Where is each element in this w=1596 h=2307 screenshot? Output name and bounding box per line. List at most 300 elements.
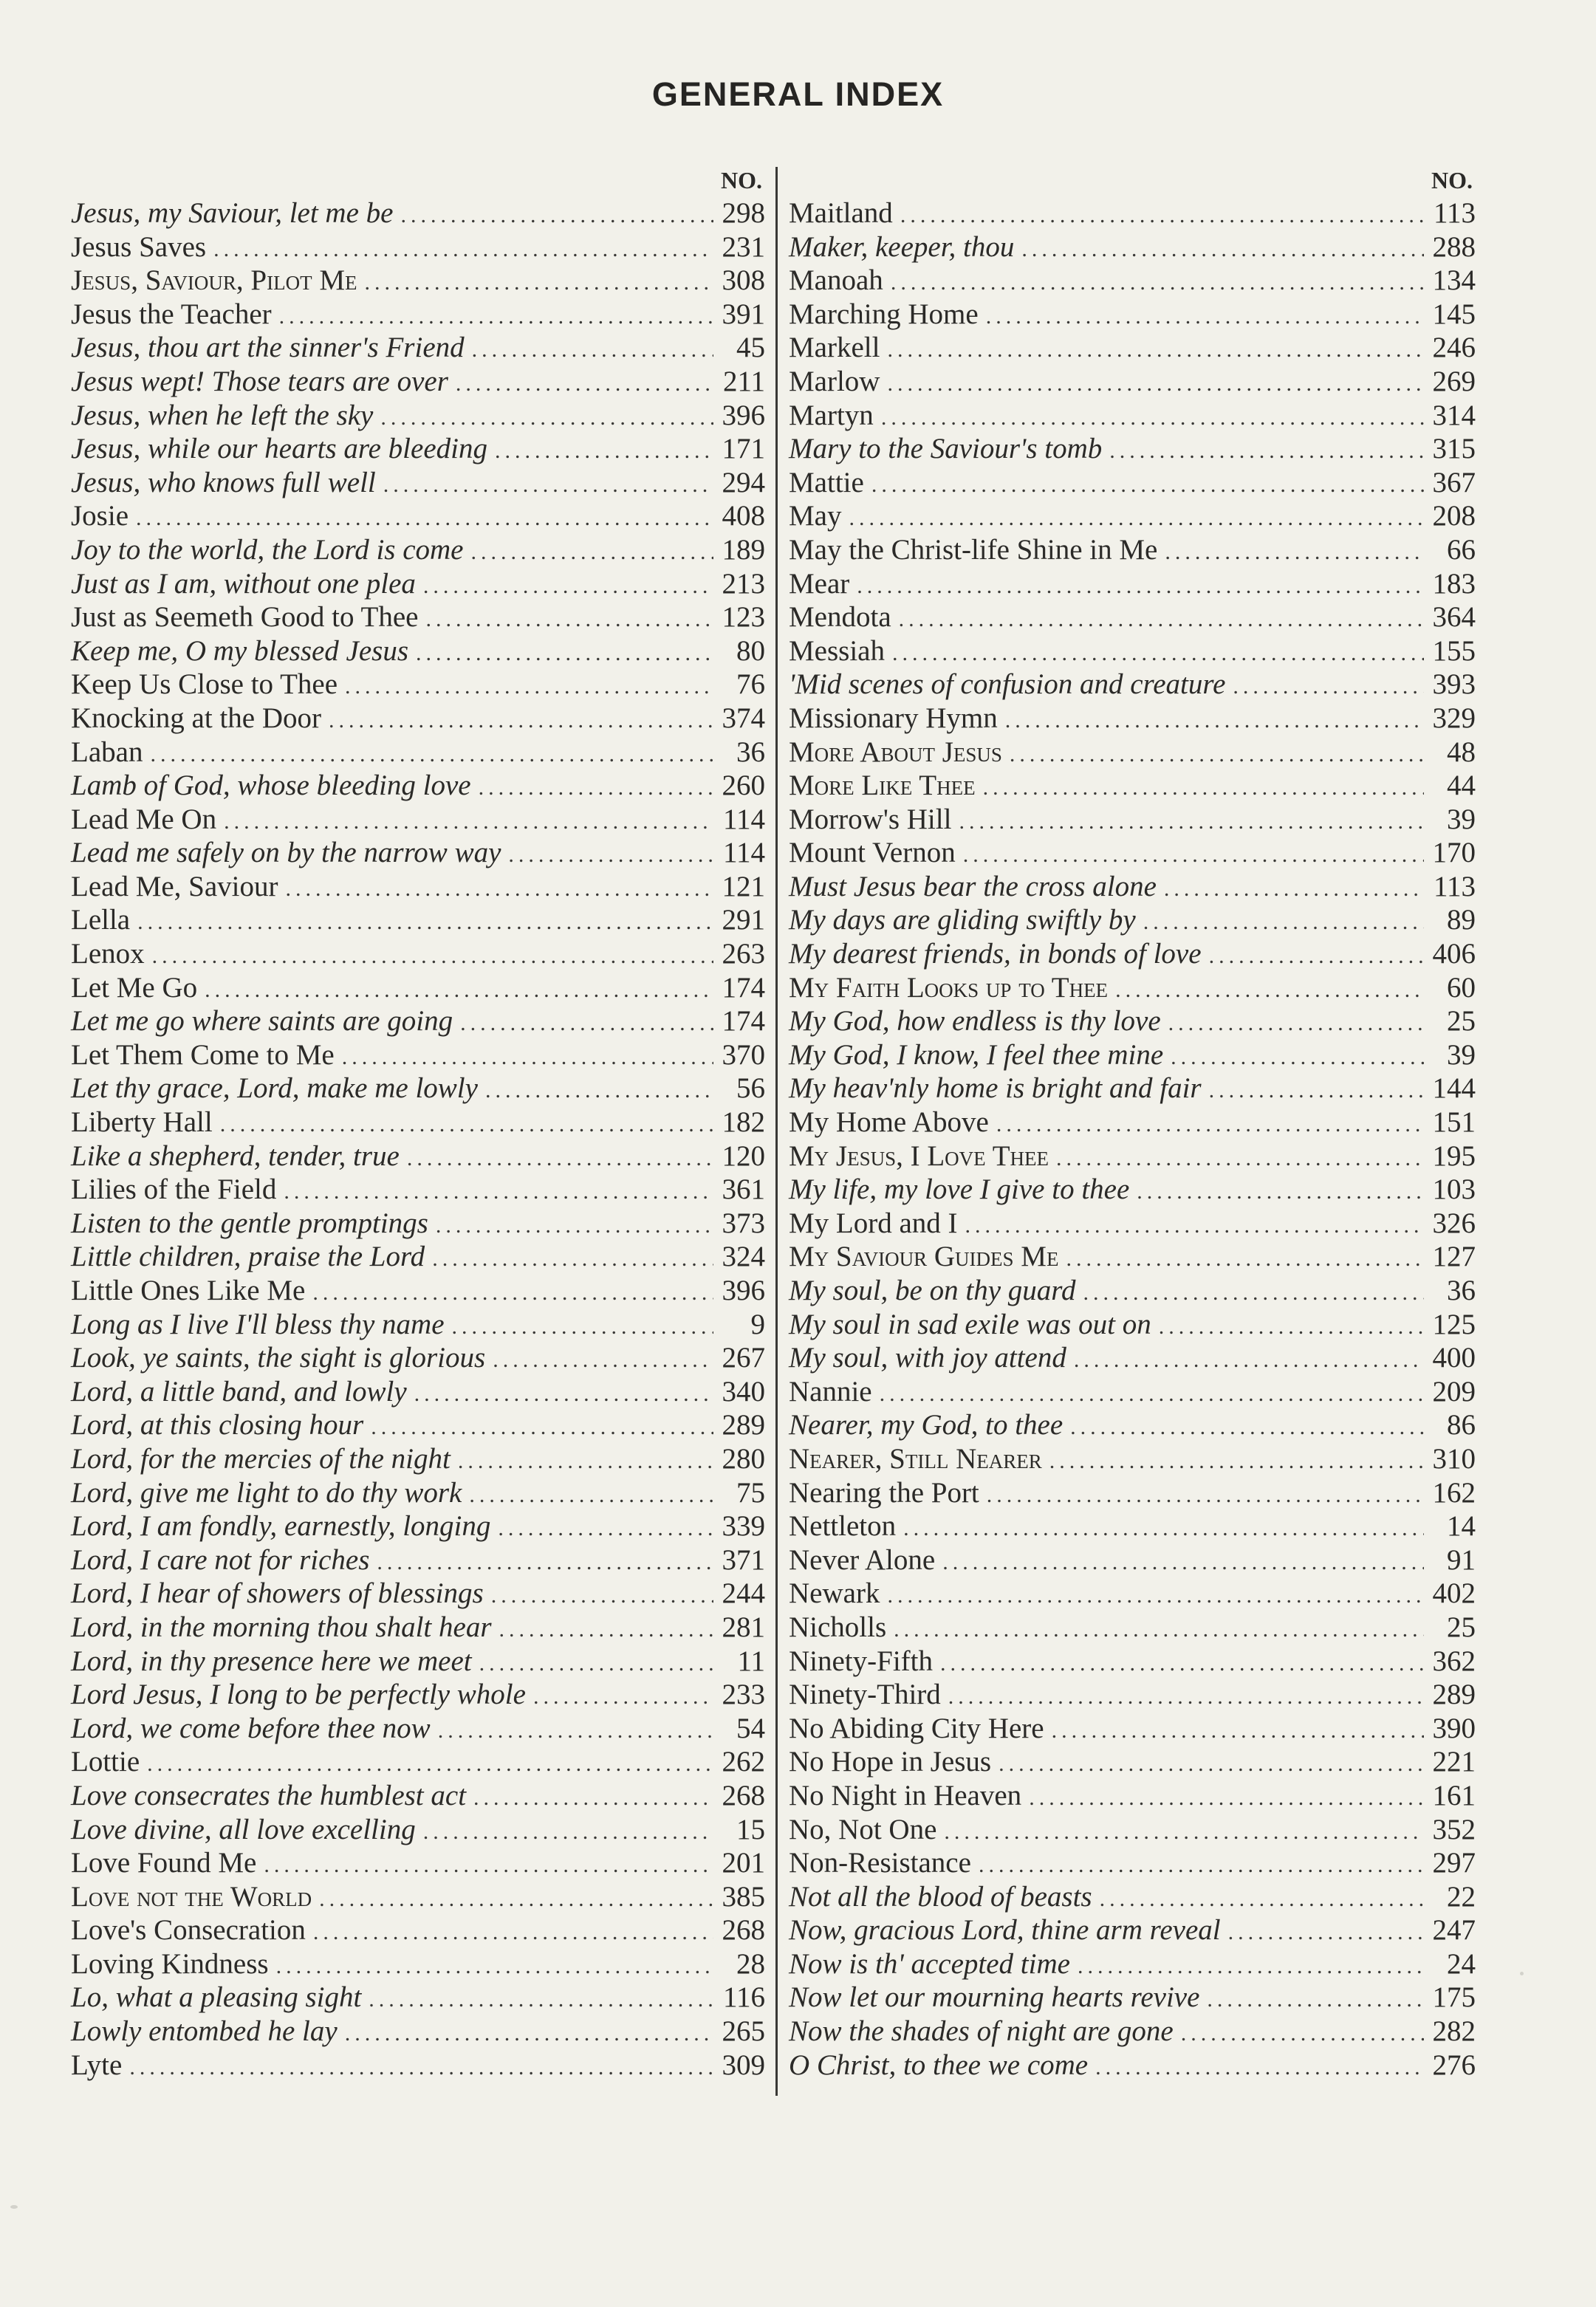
index-entry [71,702,765,736]
dot-leader [416,637,713,671]
hymn-number: 89 [1447,904,1476,936]
dot-leader [452,1310,713,1344]
entry-title: Jesus, who knows full well [71,466,376,498]
index-entry [71,230,765,264]
index-entry [71,1341,765,1375]
hymn-number: 329 [1432,702,1476,734]
entry-title: Let thy grace, Lord, make me lowly [71,1072,478,1105]
index-entry [71,903,765,937]
index-entry [71,1072,765,1105]
index-entry [71,769,765,803]
paper-speck [1520,1972,1524,1975]
hymn-number: 48 [1447,736,1476,768]
entry-title: Never Alone [789,1543,936,1576]
hymn-number: 11 [737,1645,765,1677]
entry-title: Martyn [789,399,874,431]
dot-leader [892,637,1424,671]
index-entry [789,1341,1476,1375]
entry-title: Maitland [789,197,893,229]
entry-title: Ninety-Third [789,1679,941,1711]
dot-leader [345,2017,713,2051]
dot-leader [423,1815,713,1849]
hymn-number: 276 [1432,2049,1476,2081]
entry-title: Lord, at this closing hour [71,1409,364,1442]
dot-leader [999,1747,1424,1781]
entry-title: Nannie [789,1375,872,1408]
hymn-number: 289 [1432,1679,1476,1711]
dot-leader [129,2051,713,2085]
entry-title: O Christ, to thee we come [789,2049,1089,2081]
index-column-left [71,167,765,2082]
hymn-number: 171 [722,433,765,465]
dot-leader [456,367,713,401]
dot-leader [383,468,713,502]
index-entry [789,533,1476,567]
entry-title: Nearer, Still Nearer [789,1442,1042,1475]
hymn-number: 385 [722,1880,765,1913]
dot-leader [438,1714,713,1748]
entry-title: My life, my love I give to thee [789,1173,1130,1206]
index-entry [789,230,1476,264]
column-header-number: NO. [1431,167,1473,193]
dot-leader [857,569,1424,603]
index-list-left [71,196,765,2082]
dot-leader [1137,1175,1424,1209]
dot-leader [1010,738,1424,772]
entry-title: Now is th' accepted time [789,1947,1070,1980]
hymn-number: 263 [722,938,765,970]
index-entry [71,2049,765,2083]
entry-title: No Night in Heaven [789,1779,1022,1811]
entry-title: More About Jesus [789,736,1002,768]
index-entry [71,1981,765,2015]
entry-title: Mattie [789,466,864,498]
dot-leader [1005,704,1424,738]
entry-title: Lord, in the morning thou shalt hear [71,1611,492,1643]
entry-title: Lord, a little band, and lowly [71,1375,407,1408]
index-entry [789,836,1476,870]
hymn-number: 209 [1432,1375,1476,1408]
index-entry [71,432,765,466]
dot-leader [1070,1410,1424,1444]
index-entry [71,1038,765,1072]
hymn-number: 161 [1432,1779,1476,1811]
index-entry [71,1207,765,1241]
entry-title: Ninety-Fifth [789,1645,933,1677]
hymn-number: 402 [1432,1577,1476,1610]
dot-leader [485,1074,713,1108]
hymn-number: 281 [722,1611,765,1643]
index-entry [789,298,1476,332]
entry-title: Let me go where saints are going [71,1005,453,1038]
hymn-number: 54 [736,1712,765,1744]
dot-leader [1056,1142,1424,1176]
entry-title: Lord, I am fondly, earnestly, longing [71,1510,491,1543]
hymn-number: 260 [722,769,765,802]
index-entry [789,1173,1476,1207]
hymn-number: 291 [722,904,765,936]
hymn-number: 76 [736,668,765,701]
hymn-number: 86 [1447,1409,1476,1442]
dot-leader [881,401,1424,435]
index-entry [71,331,765,365]
dot-leader [1159,1310,1424,1344]
entry-title: Lord, give me light to do thy work [71,1476,462,1509]
dot-leader [345,670,713,704]
hymn-number: 367 [1432,466,1476,498]
dot-leader [986,300,1424,334]
dot-leader [1207,1983,1424,2017]
hymn-number: 80 [736,634,765,667]
dot-leader [377,1546,713,1580]
hymn-number: 373 [722,1207,765,1239]
index-entry [71,1813,765,1847]
index-entry [71,937,765,971]
dot-leader [903,1512,1424,1546]
entry-title: Lead Me On [71,803,217,835]
hymn-number: 269 [1432,365,1476,397]
entry-title: Lo, what a pleasing sight [71,1981,362,2014]
hymn-number: 310 [1432,1442,1476,1475]
index-entry [789,1105,1476,1139]
hymn-number: 362 [1432,1645,1476,1677]
entry-title: Morrow's Hill [789,803,952,835]
index-entry [789,937,1476,971]
entry-title: Missionary Hymn [789,702,998,734]
entry-title: Love's Consecration [71,1914,306,1947]
entry-title: Marching Home [789,298,979,330]
dot-leader [423,569,713,603]
index-entry [71,399,765,433]
dot-leader [312,1276,713,1310]
dot-leader [279,300,713,334]
entry-title: Now the shades of night are gone [789,2015,1174,2048]
index-entry [71,1645,765,1679]
dot-leader [369,1983,713,2017]
index-entry [789,499,1476,533]
dot-leader [479,1647,713,1681]
index-entry [789,1442,1476,1476]
dot-leader [1168,1007,1424,1041]
index-entry [71,836,765,870]
hymn-number: 309 [722,2049,765,2081]
index-entry [789,600,1476,634]
index-entry [71,803,765,837]
hymn-number: 396 [722,1275,765,1306]
entry-title: My God, how endless is thy love [789,1005,1161,1038]
dot-leader [491,1579,713,1613]
index-entry [789,1678,1476,1712]
hymn-number: 213 [722,567,765,600]
entry-title: Let Them Come to Me [71,1038,335,1071]
index-entry [789,803,1476,837]
entry-title: Nettleton [789,1510,897,1543]
entry-title: Love not the World [71,1880,312,1913]
dot-leader [136,501,713,535]
entry-title: My Lord and I [789,1207,958,1239]
dot-leader [1143,905,1424,939]
index-entry [71,567,765,601]
hymn-number: 408 [722,500,765,532]
index-entry [789,466,1476,500]
index-entry [789,1476,1476,1510]
entry-title: Not all the blood of beasts [789,1880,1092,1913]
dot-leader [498,1512,713,1546]
index-entry [71,298,765,332]
index-entry [789,1207,1476,1241]
entry-title: My heav'nly home is bright and fair [789,1072,1202,1105]
index-entry [789,971,1476,1005]
entry-title: Josie [71,500,129,532]
hymn-number: 340 [722,1375,765,1408]
hymn-number: 162 [1432,1476,1476,1509]
index-entry [71,1846,765,1880]
dot-leader [849,501,1425,535]
hymn-number: 308 [722,264,765,297]
index-entry [71,1880,765,1914]
entry-title: Lamb of God, whose bleeding love [71,769,471,802]
dot-leader [220,1108,713,1142]
page-title: GENERAL INDEX [651,75,945,113]
index-entry [789,1408,1476,1442]
entry-title: My soul, with joy attend [789,1342,1066,1374]
hymn-number: 44 [1447,769,1476,802]
dot-leader [213,233,713,267]
index-entry [71,971,765,1005]
dot-leader [479,771,713,805]
hymn-number: 183 [1432,567,1476,600]
hymn-number: 170 [1432,837,1476,869]
entry-title: My Jesus, I Love Thee [789,1139,1049,1172]
hymn-number: 120 [722,1139,765,1172]
dot-leader [887,333,1424,367]
entry-title: No Hope in Jesus [789,1746,992,1778]
index-entry [789,432,1476,466]
entry-title: Lead me safely on by the narrow way [71,837,501,869]
dot-leader [1209,1074,1424,1108]
entry-title: Lord, in thy presence here we meet [71,1645,472,1677]
dot-leader [460,1007,713,1041]
dot-leader [940,1647,1424,1681]
dot-leader [1083,1276,1425,1310]
dot-leader [996,1108,1424,1142]
hymn-number: 221 [1432,1746,1476,1778]
dot-leader [495,434,713,468]
dot-leader [948,1680,1424,1714]
hymn-number: 125 [1432,1308,1476,1340]
dot-leader [1228,1916,1424,1950]
dot-leader [472,333,713,367]
hymn-number: 280 [722,1442,765,1475]
entry-title: Lottie [71,1746,140,1778]
entry-title: Lella [71,904,131,936]
index-entry [789,1611,1476,1645]
hymn-number: 25 [1447,1611,1476,1643]
entry-title: Jesus wept! Those tears are over [71,365,448,397]
entry-title: Listen to the gentle promptings [71,1207,428,1239]
dot-leader [533,1680,713,1714]
dot-leader [342,1041,713,1074]
hymn-number: 175 [1432,1981,1476,2014]
dot-leader [987,1478,1424,1512]
entry-title: Love Found Me [71,1847,257,1879]
hymn-number: 211 [722,365,765,397]
dot-leader [899,603,1424,637]
entry-title: Love consecrates the humblest act [71,1779,467,1811]
hymn-number: 114 [722,803,765,835]
index-column-right [789,167,1476,2082]
index-entry [71,1308,765,1342]
entry-title: Manoah [789,264,883,297]
hymn-number: 144 [1432,1072,1476,1105]
index-entry [71,1408,765,1442]
hymn-number: 339 [722,1510,765,1543]
hymn-number: 247 [1432,1914,1476,1947]
entry-title: Lord, I care not for riches [71,1543,370,1576]
entry-title: Just as Seemeth Good to Thee [71,601,419,634]
hymn-number: 268 [722,1779,765,1811]
entry-title: Jesus, thou art the sinner's Friend [71,332,465,364]
entry-title: Marlow [789,365,880,397]
index-entry [71,2015,765,2049]
index-entry [789,668,1476,702]
dot-leader [371,1410,713,1444]
hymn-number: 244 [722,1577,765,1610]
entry-title: 'Mid scenes of confusion and creature [789,668,1226,701]
hymn-number: 391 [722,298,765,330]
entry-title: Just as I am, without one plea [71,567,416,600]
dot-leader [1171,1041,1424,1074]
index-entry [789,1004,1476,1038]
dot-leader [329,704,713,738]
index-entry [71,870,765,904]
dot-leader [1066,1242,1424,1276]
hymn-number: 60 [1447,971,1476,1004]
index-entry [71,1375,765,1409]
dot-leader [414,1377,713,1411]
entry-title: Lord, I hear of showers of blessings [71,1577,484,1610]
hymn-number: 268 [722,1914,765,1947]
hymn-number: 75 [736,1476,765,1509]
hymn-number: 370 [722,1038,765,1071]
hymn-number: 56 [736,1072,765,1105]
hymn-number: 208 [1432,500,1476,532]
hymn-number: 22 [1447,1880,1476,1913]
entry-title: No, Not One [789,1813,937,1845]
hymn-number: 39 [1447,1038,1476,1071]
column-divider [775,167,778,2096]
index-entry [71,196,765,230]
dot-leader [1049,1444,1424,1478]
index-entry [789,1543,1476,1577]
hymn-number: 36 [736,736,765,768]
dot-leader [400,199,713,233]
hymn-number: 103 [1432,1173,1476,1206]
entry-title: Maker, keeper, thou [789,230,1015,263]
index-entry [789,331,1476,365]
hymn-number: 374 [722,702,765,734]
index-entry [71,1240,765,1274]
dot-leader [880,1377,1424,1411]
entry-title: Mear [789,567,850,600]
entry-title: Liberty Hall [71,1106,213,1139]
entry-title: My Home Above [789,1106,989,1139]
dot-leader [319,1882,713,1916]
entry-title: Lilies of the Field [71,1173,277,1206]
entry-title: Knocking at the Door [71,702,322,734]
hymn-number: 371 [722,1543,765,1576]
index-entry [789,365,1476,399]
hymn-number: 113 [1433,197,1476,229]
index-entry [71,1274,765,1308]
dot-leader [1181,2017,1424,2051]
dot-leader [264,1848,713,1882]
entry-title: Markell [789,332,880,364]
entry-title: Nearing the Port [789,1476,979,1509]
hymn-number: 265 [722,2015,765,2048]
entry-title: More Like Thee [789,769,976,802]
index-entry [71,1913,765,1947]
dot-leader [1165,535,1424,569]
index-entry [71,1779,765,1813]
hymn-number: 66 [1447,533,1476,566]
index-entry [789,1240,1476,1274]
dot-leader [1052,1714,1424,1748]
index-entry [789,1745,1476,1779]
entry-title: Let Me Go [71,971,198,1004]
hymn-number: 36 [1447,1275,1476,1306]
index-entry [71,1543,765,1577]
dot-leader [942,1546,1424,1580]
index-entry [71,736,765,769]
dot-leader [983,771,1424,805]
hymn-number: 151 [1432,1106,1476,1139]
dot-leader [959,805,1424,839]
hymn-number: 182 [722,1106,765,1139]
index-entry [789,1779,1476,1813]
entry-title: My soul, be on thy guard [789,1275,1076,1306]
entry-title: My God, I know, I feel thee mine [789,1038,1164,1071]
hymn-number: 195 [1432,1139,1476,1172]
entry-title: My Saviour Guides Me [789,1241,1059,1273]
hymn-number: 361 [722,1173,765,1206]
hymn-number: 45 [736,332,765,364]
index-entry [789,634,1476,668]
hymn-number: 116 [722,1981,765,2014]
dot-leader [1095,2051,1424,2085]
dot-leader [205,973,713,1007]
hymn-number: 174 [722,971,765,1004]
entry-title: Love divine, all love excelling [71,1813,416,1845]
entry-title: My Faith Looks up to Thee [789,971,1109,1004]
hymn-number: 315 [1432,433,1476,465]
index-entry [789,2015,1476,2049]
index-entry [789,1813,1476,1847]
entry-title: Jesus, when he left the sky [71,399,374,431]
index-entry [789,1072,1476,1105]
dot-leader [137,905,713,939]
hymn-number: 39 [1447,803,1476,835]
entry-title: Long as I live I'll bless thy name [71,1308,445,1340]
dot-leader [1164,872,1424,906]
dot-leader [365,266,714,300]
dot-leader [150,738,713,772]
entry-title: Mendota [789,601,891,634]
index-entry [71,1476,765,1510]
hymn-number: 262 [722,1746,765,1778]
dot-leader [894,1613,1424,1647]
hymn-number: 91 [1447,1543,1476,1576]
